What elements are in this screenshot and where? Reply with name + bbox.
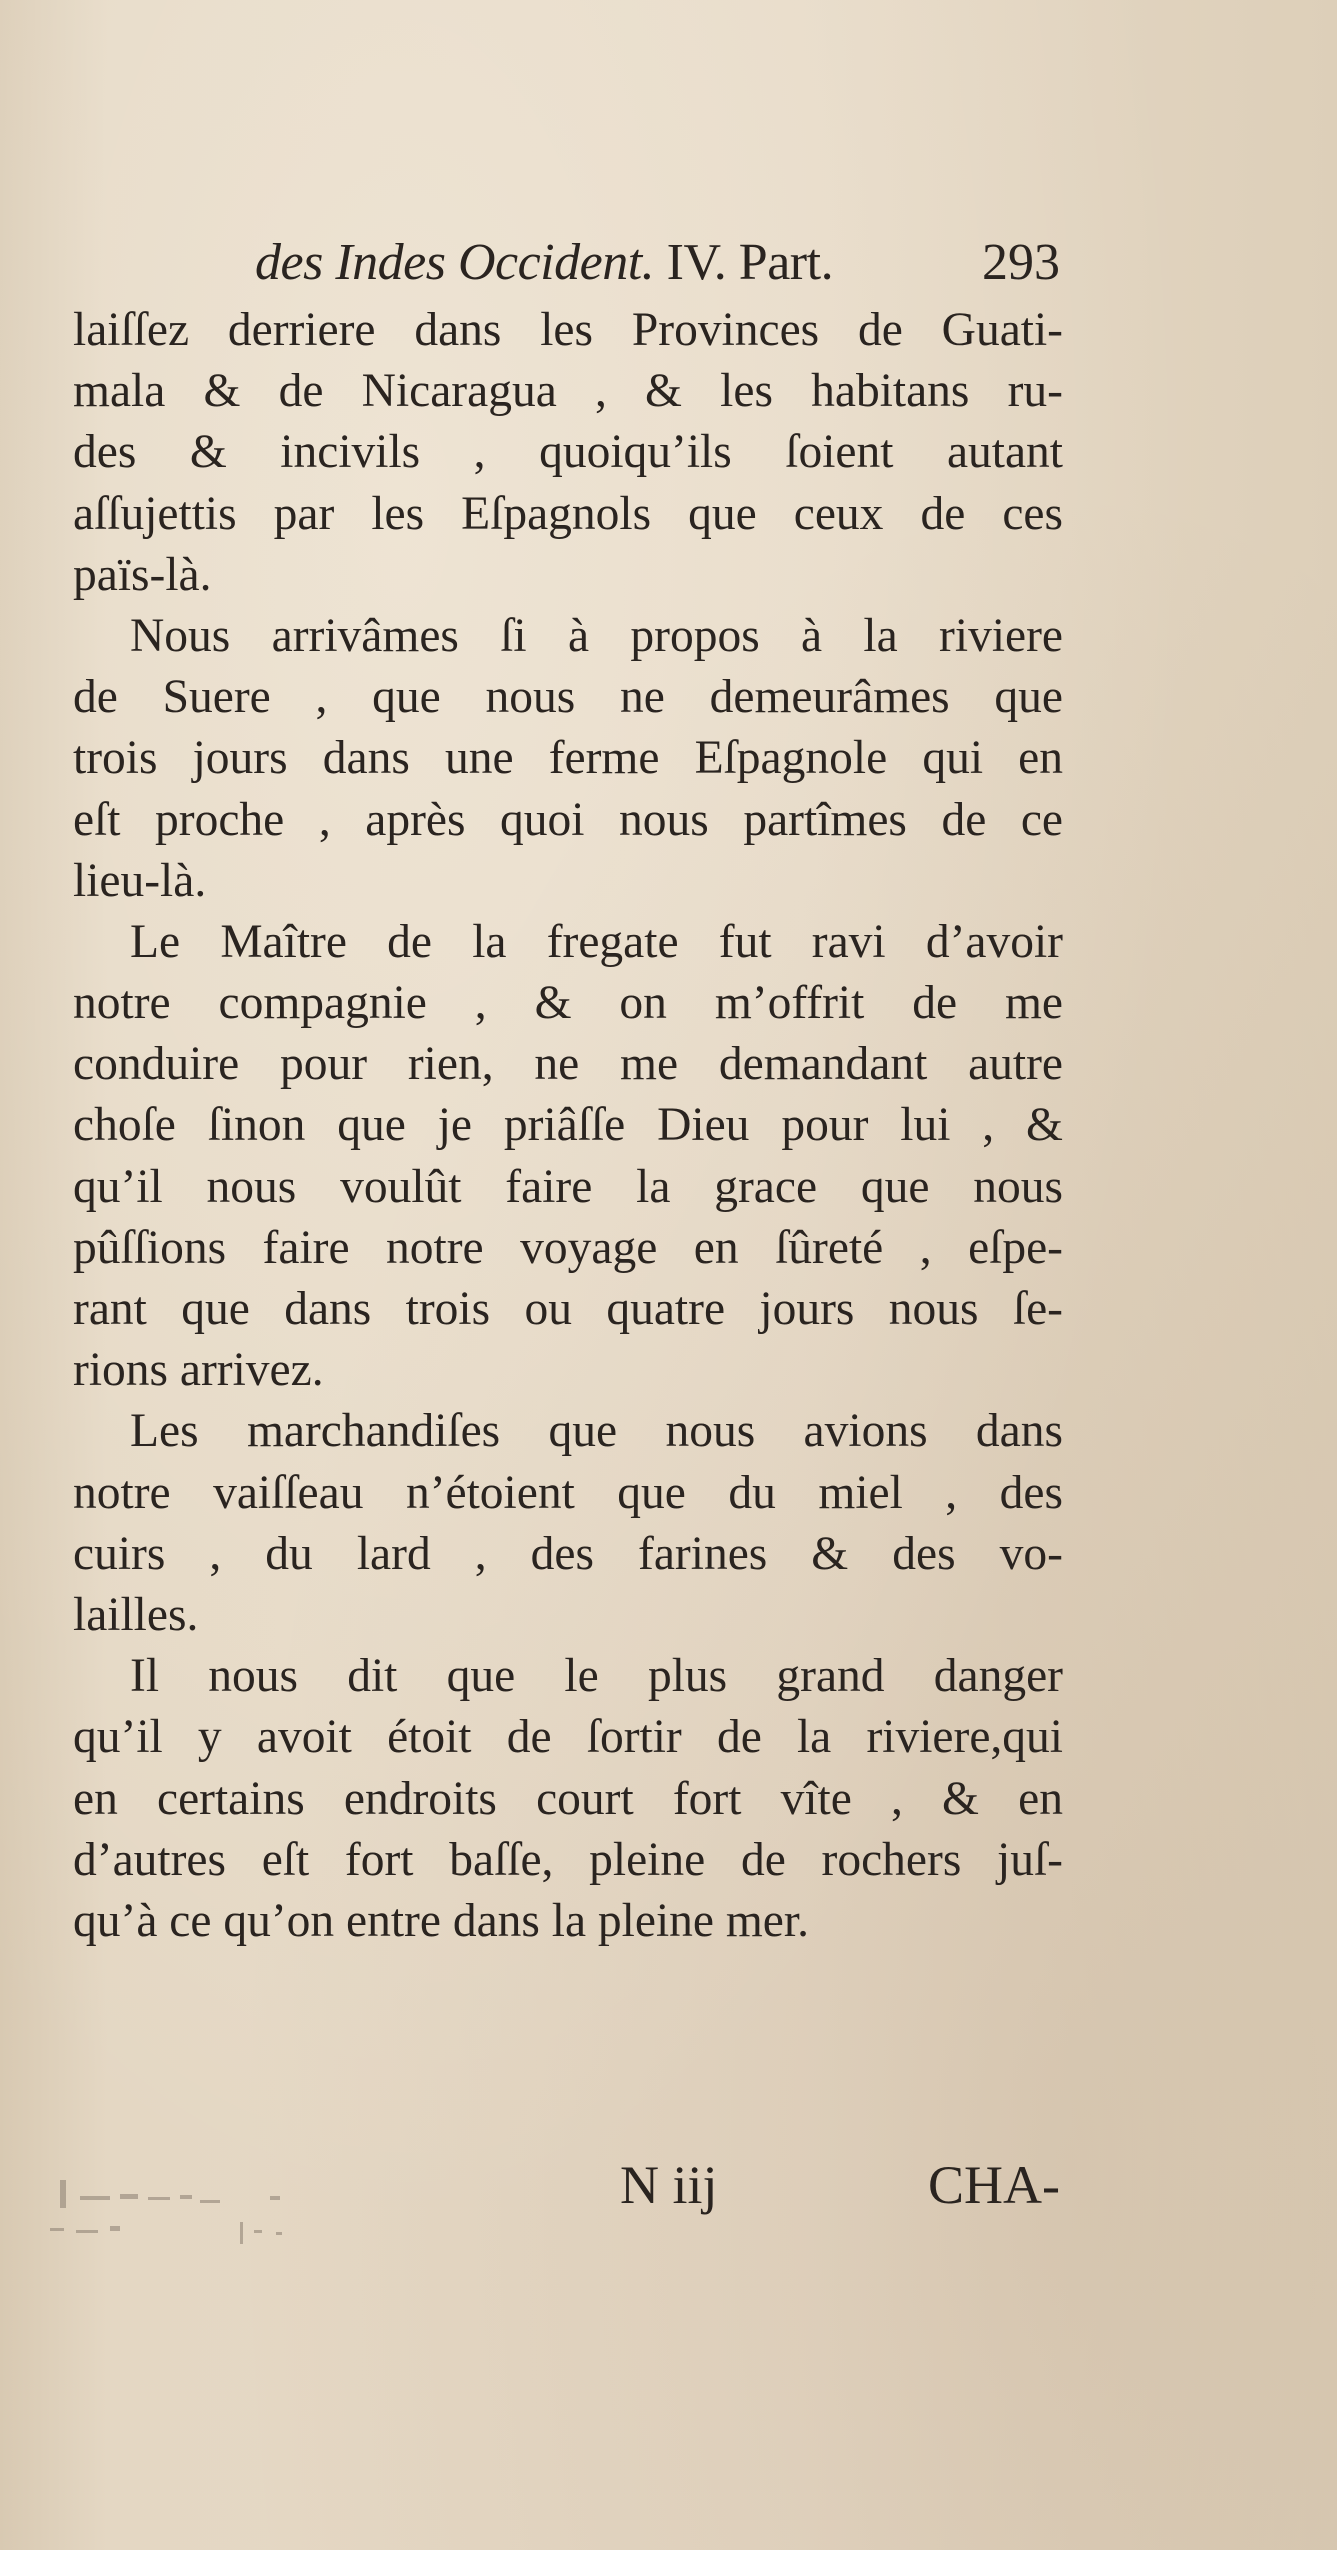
- text-line: trois jours dans une ferme Eſpagnole qui en: [73, 732, 1063, 785]
- catchword: CHA-: [928, 2155, 1060, 2215]
- running-head-part: IV. Part.: [666, 234, 834, 291]
- running-head-italic: des Indes Occident.: [255, 234, 655, 291]
- text-line: en certains endroits court fort vîte , & en: [73, 1772, 1063, 1825]
- text-line: lieu-là.: [73, 854, 207, 907]
- text-line: mala & de Nicaragua , & les habitans ru-: [73, 365, 1063, 418]
- text-line: de Suere , que nous ne demeurâmes que: [73, 671, 1063, 724]
- text-line: lailles.: [73, 1588, 199, 1641]
- signature-mark: N iij: [620, 2155, 718, 2215]
- text-line: eſt proche , après quoi nous partîmes de ce: [73, 793, 1063, 846]
- page-number: 293: [982, 234, 1060, 291]
- text-line: pûſſions faire notre voyage en ſûreté , eſpe-: [73, 1221, 1063, 1274]
- text-line: Il nous dit que le plus grand danger: [130, 1650, 1063, 1703]
- text-line: des & incivils , quoiqu’ils ſoient autant: [73, 426, 1063, 479]
- text-line: aſſujettis par les Eſpagnols que ceux de ces: [73, 487, 1063, 540]
- body-text: [73, 300, 1063, 1952]
- text-line: cuirs , du lard , des farines & des vo-: [73, 1527, 1063, 1580]
- text-line: qu’il nous voulût faire la grace que nous: [73, 1160, 1063, 1213]
- running-head: [255, 228, 1070, 298]
- running-head-title: [255, 228, 833, 298]
- text-line: qu’à ce qu’on entre dans la pleine mer.: [73, 1894, 809, 1947]
- text-line: païs-là.: [73, 548, 212, 601]
- text-line: Le Maître de la fregate fut ravi d’avoir: [130, 915, 1063, 968]
- text-line: rant que dans trois ou quatre jours nous ſe-: [73, 1283, 1063, 1335]
- text-line: qu’il y avoit étoit de ſortir de la riviere,qui: [73, 1711, 1063, 1764]
- ink-smudge-marks: [40, 2170, 400, 2260]
- text-line: d’autres eſt fort baſſe, pleine de rochers juſ-: [73, 1833, 1063, 1886]
- text-line: conduire pour rien, ne me demandant autre: [73, 1038, 1063, 1091]
- text-line: laiſſez derriere dans les Provinces de Guati-: [73, 304, 1063, 356]
- page-footer: [620, 2150, 1060, 2220]
- text-line: rions arrivez.: [73, 1344, 324, 1397]
- text-line: Nous arrivâmes ſi à propos à la riviere: [130, 609, 1063, 662]
- text-line: choſe ſinon que je priâſſe Dieu pour lui , &: [73, 1099, 1063, 1152]
- text-line: Les marchandiſes que nous avions dans: [130, 1405, 1063, 1458]
- text-line: notre compagnie , & on m’offrit de me: [73, 977, 1063, 1030]
- text-line: notre vaiſſeau n’étoient que du miel , des: [73, 1466, 1063, 1519]
